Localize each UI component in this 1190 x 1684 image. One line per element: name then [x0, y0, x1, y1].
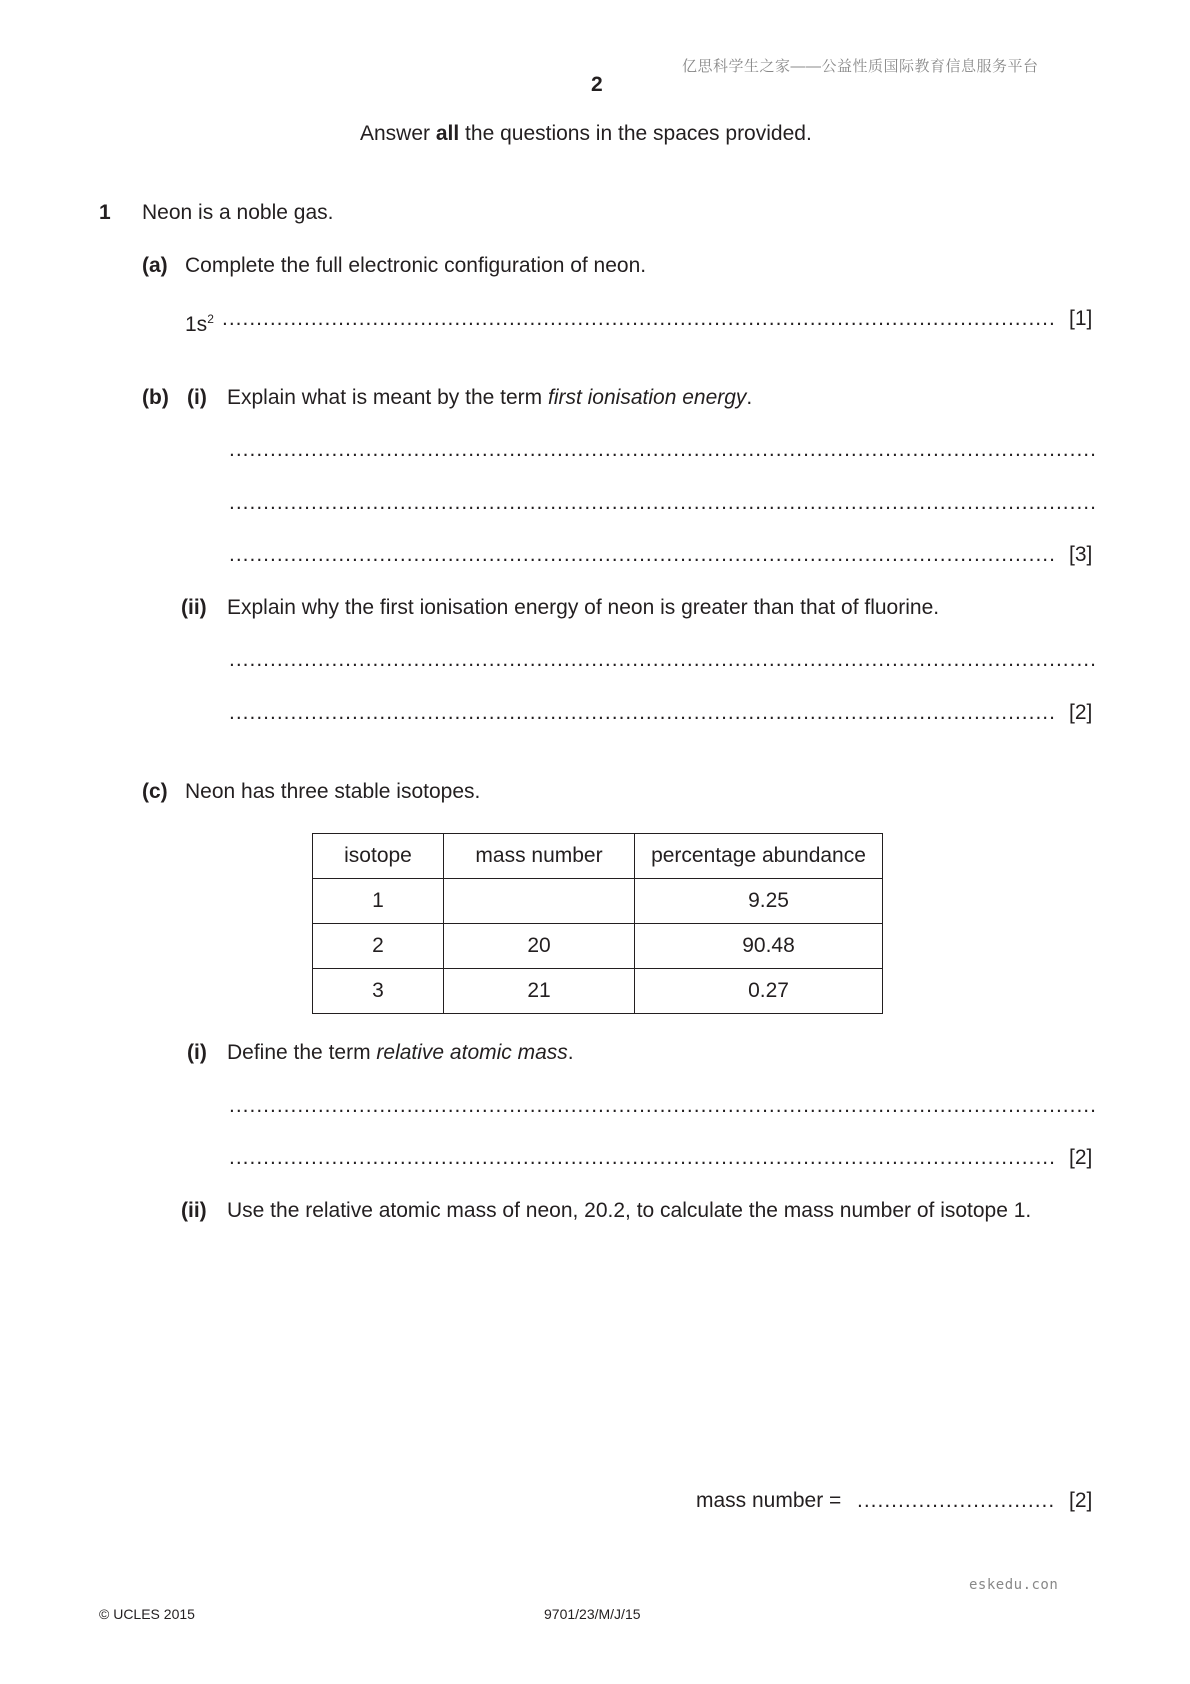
part-c-i-label: (i)	[187, 1041, 207, 1064]
copyright: © UCLES 2015	[99, 1606, 195, 1622]
part-c-i-marks: [2]	[1069, 1146, 1093, 1169]
answer-line-b-i-2[interactable]	[229, 490, 1095, 516]
part-c-i-text: Define the term relative atomic mass.	[227, 1041, 574, 1064]
part-c-label: (c)	[142, 780, 168, 803]
part-c-ii-label: (ii)	[181, 1199, 207, 1222]
table-header: mass number	[444, 834, 635, 879]
part-a-label: (a)	[142, 254, 168, 277]
part-b-label: (b)	[142, 386, 169, 409]
answer-line-c-i-2[interactable]	[229, 1145, 1056, 1171]
table-header-row	[313, 834, 883, 879]
table-row	[313, 879, 883, 924]
table-row	[313, 969, 883, 1014]
paper-code: 9701/23/M/J/15	[544, 1606, 641, 1622]
part-b-i-marks: [3]	[1069, 543, 1093, 566]
mass-number-label: mass number =	[696, 1489, 842, 1512]
part-a-text: Complete the full electronic configuration of neon.	[185, 254, 647, 277]
question-number: 1	[99, 201, 111, 224]
part-b-i-label: (i)	[187, 386, 207, 409]
answer-line-a[interactable]	[222, 306, 1056, 332]
part-c-ii-text: Use the relative atomic mass of neon, 20.2, to calculate the mass number of isotope 1.	[227, 1199, 1032, 1222]
mass-number-answer-line[interactable]	[857, 1488, 1056, 1514]
page-number: 2	[591, 73, 603, 96]
table-cell: 2	[313, 924, 444, 969]
part-b-ii-label: (ii)	[181, 596, 207, 619]
table-cell: 21	[444, 969, 635, 1014]
table-header: isotope	[313, 834, 444, 879]
table-row	[313, 924, 883, 969]
answer-line-b-i-3[interactable]	[229, 542, 1056, 568]
table-cell-blank	[444, 879, 635, 924]
instruction: Answer all the questions in the spaces provided.	[360, 122, 812, 145]
part-c-ii-marks: [2]	[1069, 1489, 1093, 1512]
table-cell: 3	[313, 969, 444, 1014]
part-b-ii-marks: [2]	[1069, 701, 1093, 724]
table-header: percentage abundance	[635, 834, 883, 879]
part-c-text: Neon has three stable isotopes.	[185, 780, 481, 803]
table-cell: 0.27	[635, 969, 883, 1014]
part-b-i-text: Explain what is meant by the term first ionisation energy.	[227, 386, 753, 409]
answer-line-b-ii-1[interactable]	[229, 647, 1095, 673]
footer-watermark: eskedu.con	[969, 1577, 1059, 1593]
answer-line-c-i-1[interactable]	[229, 1093, 1095, 1119]
part-a-answer-prefix: $1s^2$	[185, 312, 214, 336]
table-cell: 9.25	[635, 879, 883, 924]
table-cell: 20	[444, 924, 635, 969]
header-watermark: 亿思科学生之家——公益性质国际教育信息服务平台	[682, 58, 1039, 75]
answer-line-b-ii-2[interactable]	[229, 700, 1056, 726]
table-cell: 1	[313, 879, 444, 924]
isotope-table	[312, 833, 883, 1014]
part-b-ii-text: Explain why the first ionisation energy of neon is greater than that of fluorine.	[227, 596, 940, 619]
answer-line-b-i-1[interactable]	[229, 437, 1095, 463]
question-stem: Neon is a noble gas.	[142, 201, 334, 224]
table-cell: 90.48	[635, 924, 883, 969]
part-a-marks: [1]	[1069, 307, 1093, 330]
